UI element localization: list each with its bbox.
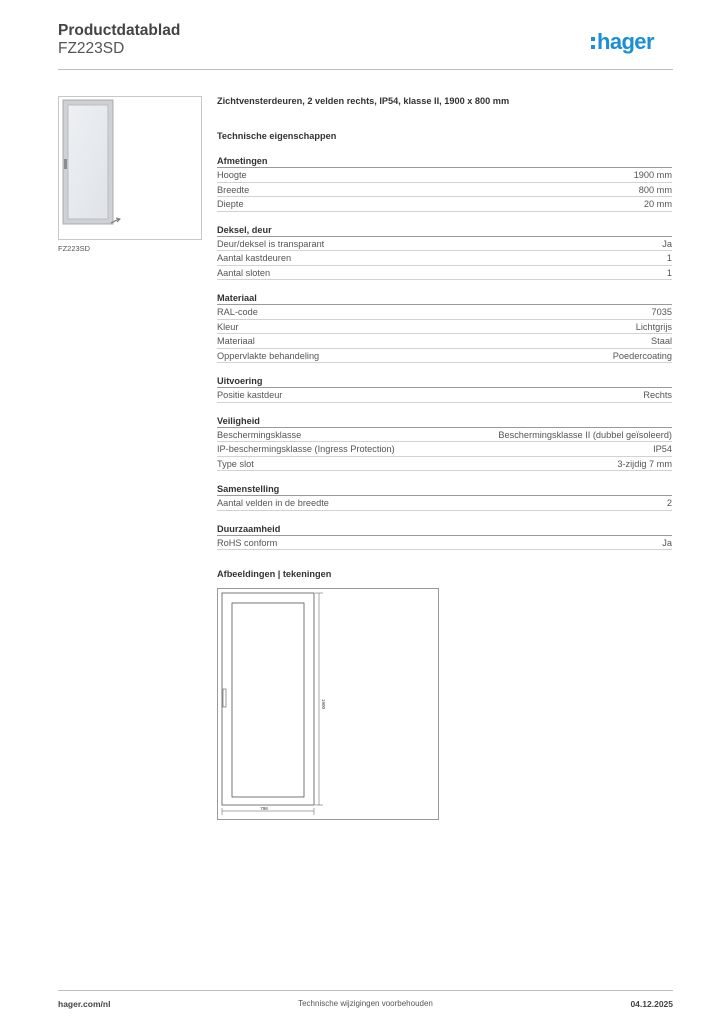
spec-value: 3-zijdig 7 mm [617, 458, 672, 469]
spec-value: 7035 [651, 307, 672, 317]
spec-row [217, 349, 672, 364]
spec-section [217, 482, 672, 511]
spec-key: Materiaal [217, 336, 255, 346]
tech-properties-title: Technische eigenschappen [217, 131, 337, 141]
spec-row [217, 457, 672, 472]
logo-text: hager [597, 29, 654, 54]
spec-key: Aantal sloten [217, 267, 271, 278]
section-title: Duurzaamheid [217, 522, 672, 536]
spec-key: Aantal velden in de breedte [217, 498, 329, 508]
door-thumbnail-image [59, 97, 201, 239]
section-title: Uitvoering [217, 374, 672, 388]
spec-key: Positie kastdeur [217, 390, 283, 400]
spec-key: Deur/deksel is transparant [217, 238, 325, 249]
spec-section [217, 223, 672, 281]
spec-key: IP-beschermingsklasse (Ingress Protection) [217, 444, 395, 454]
spec-value: Staal [651, 336, 672, 346]
spec-value: IP54 [653, 444, 672, 454]
spec-row [217, 428, 672, 443]
thumbnail-caption: FZ223SD [58, 244, 91, 253]
spec-value: 1 [666, 253, 672, 263]
footer-website-link[interactable]: hager.com/nl [58, 999, 111, 1009]
spec-key: Beschermingsklasse [217, 429, 302, 440]
spec-row [217, 388, 672, 403]
spec-key: Hoogte [217, 170, 247, 180]
page-header [58, 20, 673, 70]
spec-key: Diepte [217, 199, 244, 209]
section-title: Veiligheid [217, 414, 672, 428]
spec-section [217, 374, 672, 403]
spec-value: Rechts [643, 390, 672, 400]
spec-row [217, 305, 672, 320]
footer-disclaimer: Technische wijzigingen voorbehouden [298, 999, 433, 1008]
spec-key: Oppervlakte behandeling [217, 350, 320, 361]
spec-value: 2 [666, 498, 672, 508]
section-title: Afmetingen [217, 154, 672, 168]
product-code: FZ223SD [58, 40, 125, 57]
spec-key: Breedte [217, 184, 250, 195]
door-drawing [218, 589, 438, 819]
spec-section [217, 291, 672, 363]
page-title: Productdatablad [58, 22, 181, 39]
spec-row [217, 334, 672, 349]
spec-row [217, 251, 672, 266]
spec-key: RoHS conform [217, 537, 278, 548]
spec-row [217, 168, 672, 183]
section-title: Deksel, deur [217, 223, 672, 237]
spec-key: Kleur [217, 321, 239, 332]
spec-value: Ja [662, 238, 672, 249]
spec-value: 1 [666, 267, 672, 278]
spec-row [217, 237, 672, 252]
spec-row [217, 266, 672, 281]
spec-value: Beschermingsklasse II (dubbel geïsoleerd) [498, 429, 672, 440]
spec-value: 20 mm [643, 199, 672, 209]
spec-row [217, 536, 672, 551]
spec-row [217, 496, 672, 511]
product-thumbnail [58, 96, 202, 240]
spec-row [217, 442, 672, 457]
spec-sections [217, 154, 672, 550]
product-description: Zichtvensterdeuren, 2 velden rechts, IP54, klasse II, 1900 x 800 mm [217, 96, 510, 106]
technical-drawing [217, 588, 439, 820]
spec-key: Type slot [217, 458, 254, 469]
spec-row [217, 320, 672, 335]
hager-logo [591, 28, 673, 56]
spec-section [217, 154, 672, 212]
width-dimension-label: 798 [260, 806, 268, 811]
spec-value: 800 mm [638, 184, 672, 195]
spec-section [217, 414, 672, 472]
section-title: Samenstelling [217, 482, 672, 496]
drawings-title: Afbeeldingen | tekeningen [217, 569, 332, 579]
footer-date: 04.12.2025 [630, 999, 673, 1009]
spec-key: Aantal kastdeuren [217, 253, 292, 263]
spec-value: 1900 mm [633, 170, 672, 180]
page-footer [58, 990, 673, 1014]
spec-key: RAL-code [217, 307, 258, 317]
spec-section [217, 522, 672, 551]
height-dimension-label: 1900 [321, 699, 326, 710]
spec-value: Ja [662, 537, 672, 548]
spec-content [217, 94, 672, 550]
spec-value: Lichtgrijs [635, 321, 672, 332]
spec-value: Poedercoating [612, 350, 672, 361]
section-title: Materiaal [217, 291, 672, 305]
spec-row [217, 183, 672, 198]
spec-row [217, 197, 672, 212]
